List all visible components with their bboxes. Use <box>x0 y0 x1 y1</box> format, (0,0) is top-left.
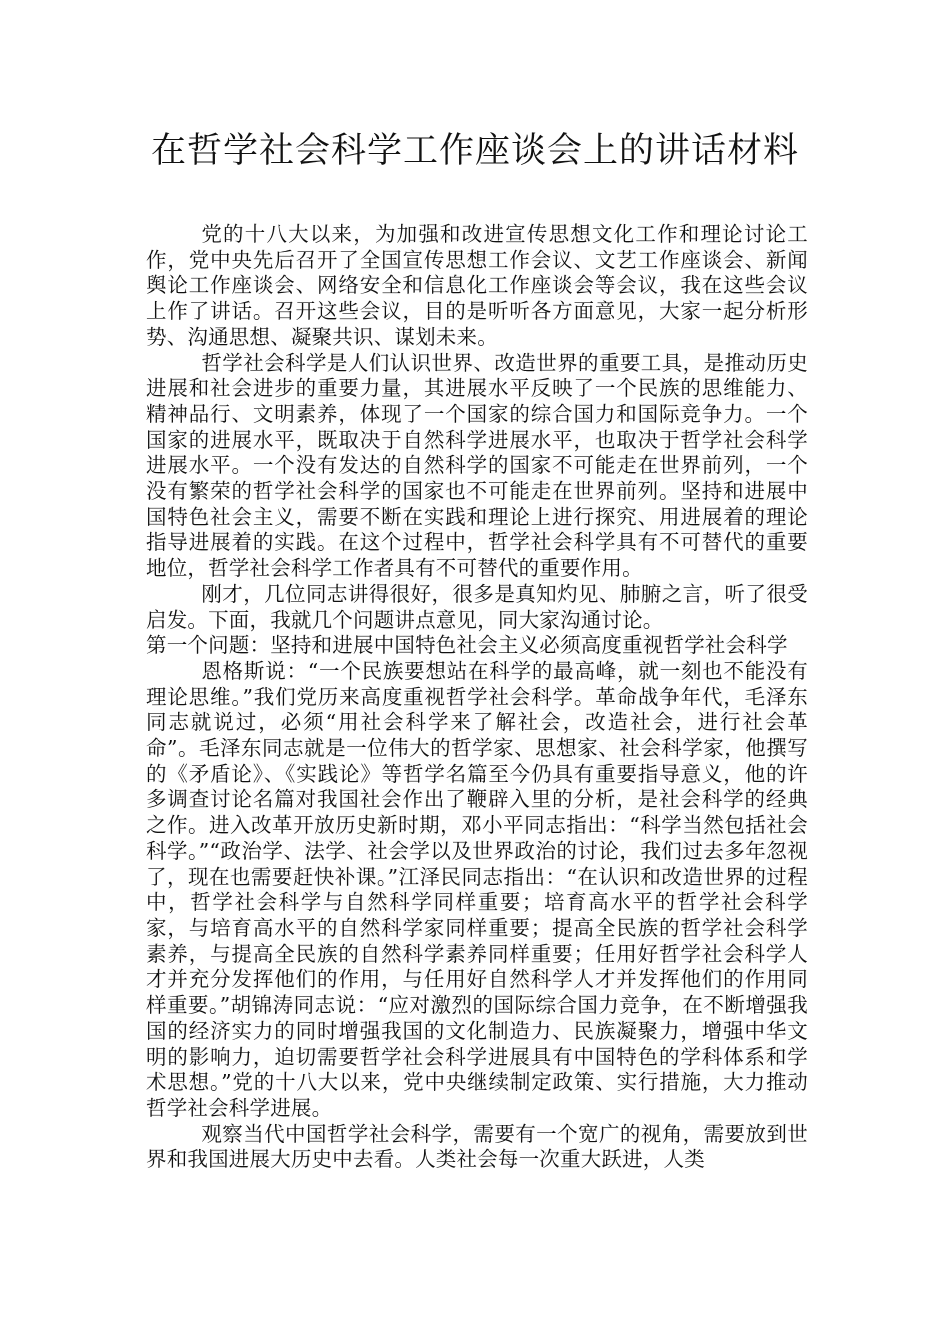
paragraph-intro: 党的十八大以来，为加强和改进宣传思想文化工作和理论讨论工作，党中央先后召开了全国宣传思想工作会议、文艺工作座谈会、新闻舆论工作座谈会、网络安全和信息化工作座谈会等会议，我在这些会议上作了讲话。召开这些会议，目的是听听各方面意见，大家一起分析形势、沟通思想、凝聚共识、谋划未来。 <box>146 222 808 349</box>
paragraph-history: 恩格斯说：“一个民族要想站在科学的最高峰，就一刻也不能没有理论思维。”我们党历来高度重视哲学社会科学。革命战争年代，毛泽东同志就说过，必须“用社会科学来了解社会，改造社会，进行社会革命”。毛泽东同志就是一位伟大的哲学家、思想家、社会科学家，他撰写的《矛盾论》、《实践论》等哲学名篇至今仍具有重要指导意义，他的许多调查讨论名篇对我国社会作出了鞭辟入里的分析，是社会科学的经典之作。进入改革开放历史新时期，邓小平同志指出：“科学当然包括社会科学。”“政治学、法学、社会学以及世界政治的讨论，我们过去多年忽视了，现在也需要赶快补课。”江泽民同志指出：“在认识和改造世界的过程中，哲学社会科学与自然科学同样重要；培育高水平的哲学社会科学家，与培育高水平的自然科学家同样重要；提高全民族的哲学社会科学素养，与提高全民族的自然科学素养同样重要；任用好哲学社会科学人才并充分发挥他们的作用，与任用好自然科学人才并发挥他们的作用同样重要。”胡锦涛同志说：“应对激烈的国际综合国力竞争，在不断增强我国的经济实力的同时增强我国的文化制造力、民族凝聚力，增强中华文明的影响力，迫切需要哲学社会科学进展具有中国特色的学科体系和学术思想。”党的十八大以来，党中央继续制定政策、实行措施，大力推动哲学社会科学进展。 <box>146 658 808 1120</box>
paragraph-importance: 哲学社会科学是人们认识世界、改造世界的重要工具，是推动历史进展和社会进步的重要力量，其进展水平反映了一个民族的思维能力、精神品行、文明素养，体现了一个国家的综合国力和国际竞争力。一个国家的进展水平，既取决于自然科学进展水平，也取决于哲学社会科学进展水平。一个没有发达的自然科学的国家不可能走在世界前列，一个没有繁荣的哲学社会科学的国家也不可能走在世界前列。坚持和进展中国特色社会主义，需要不断在实践和理论上进行探究、用进展着的理论指导进展着的实践。在这个过程中，哲学社会科学具有不可替代的重要地位，哲学社会科学工作者具有不可替代的重要作用。 <box>146 350 808 581</box>
paragraph-opening-remarks: 刚才，几位同志讲得很好，很多是真知灼见、肺腑之言，听了很受启发。下面，我就几个问题讲点意见，同大家沟通讨论。 <box>146 581 808 632</box>
section-heading: 第一个问题：坚持和进展中国特色社会主义必须高度重视哲学社会科学 <box>146 633 788 658</box>
paragraph-observation: 观察当代中国哲学社会科学，需要有一个宽广的视角，需要放到世界和我国进展大历史中去看。人类社会每一次重大跃进，人类 <box>146 1121 808 1172</box>
document-title: 在哲学社会科学工作座谈会上的讲话材料 <box>150 131 799 171</box>
document-body <box>146 222 808 1173</box>
